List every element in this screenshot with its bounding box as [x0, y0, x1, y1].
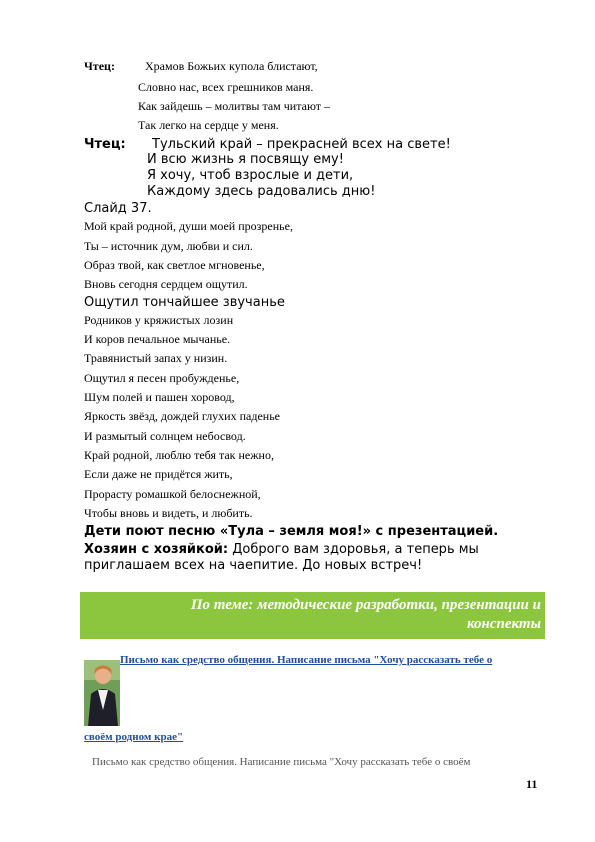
reader1-line: Так легко на сердце у меня. [138, 118, 279, 132]
hosts-text: Доброго вам здоровья, а теперь мы [232, 542, 479, 557]
poem-line: Ощутил я песен пробужденье, [84, 371, 240, 385]
poem-line: И размытый солнцем небосвод. [84, 429, 246, 443]
poem-line: Мой край родной, души моей прозренье, [84, 219, 293, 233]
poem-line: Вновь сегодня сердцем ощутил. [84, 277, 248, 291]
hosts-line [84, 542, 540, 557]
banner-line: конспекты [467, 616, 541, 632]
poem-line: Образ твой, как светлое мгновенье, [84, 258, 265, 272]
page-number: 11 [526, 777, 538, 791]
banner-line: По теме: методические разработки, презентации и [190, 597, 541, 613]
reader2-line: Каждому здесь радовались дню! [147, 184, 376, 199]
hosts-text-cont: приглашаем всех на чаепитие. До новых встреч! [84, 558, 423, 573]
poem-line: Если даже не придётся жить, [84, 467, 233, 481]
poem-line: Травянистый запах у низин. [84, 351, 228, 365]
related-description: Письмо как средство общения. Написание письма "Хочу рассказать тебе о своём [92, 756, 471, 768]
hosts-label: Хозяин с хозяйкой: [84, 542, 229, 557]
reader1-line: Храмов Божьих купола блистают, [145, 59, 318, 73]
poem-line: Яркость звёзд, дождей глухих паденье [84, 409, 281, 423]
reader2-label: Чтец: [84, 137, 126, 152]
poem-line: И коров печальное мычанье. [84, 332, 231, 346]
reader2-line: Тульский край – прекрасней всех на свете! [152, 137, 451, 152]
reader1-line: Словно нас, всех грешников маня. [138, 80, 314, 94]
reader2-line: И всю жизнь я посвящу ему! [147, 152, 344, 167]
poem-line: Шум полей и пашен хоровод, [84, 390, 235, 404]
poem-line: Чтобы вновь и видеть, и любить. [84, 506, 253, 520]
related-link[interactable]: Письмо как средство общения. Написание письма "Хочу рассказать тебе о [120, 654, 493, 666]
topic-banner [80, 592, 545, 639]
poem-line: Ощутил тончайшее звучанье [84, 295, 285, 310]
related-link-cont[interactable]: своём родном крае" [84, 731, 184, 743]
reader1-label: Чтец: [84, 59, 115, 73]
poem-line: Прорасту ромашкой белоснежной, [84, 487, 261, 501]
slide-number: Слайд 37. [84, 201, 152, 216]
reader1-line: Как зайдешь – молитвы там читают – [138, 99, 330, 113]
reader2-line: Я хочу, чтоб взрослые и дети, [147, 168, 354, 183]
poem-line: Родников у кряжистых лозин [84, 313, 234, 327]
author-photo[interactable] [84, 660, 120, 726]
poem-line: Ты – источник дум, любви и сил. [84, 239, 253, 253]
poem-line: Край родной, люблю тебя так нежно, [84, 448, 274, 462]
song-note: Дети поют песню «Тула – земля моя!» с презентацией. [84, 524, 499, 539]
